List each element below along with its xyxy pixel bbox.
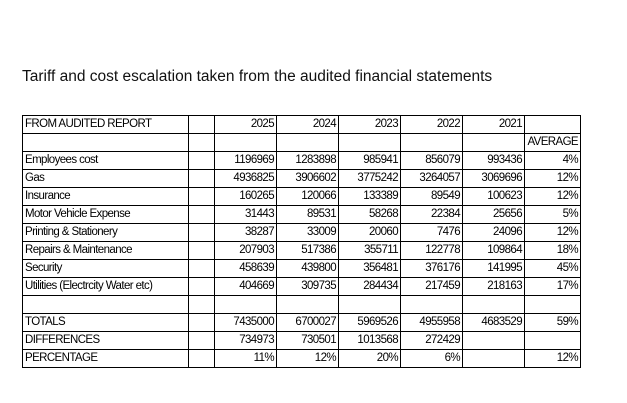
- value-cell: 120066: [277, 188, 339, 206]
- value-cell: 31443: [215, 206, 277, 224]
- spacer-cell: [189, 332, 215, 350]
- empty-cell: [339, 134, 401, 152]
- value-cell: 89549: [401, 188, 463, 206]
- year-header-cell: 2024: [277, 116, 339, 134]
- average-cell: 45%: [525, 260, 581, 278]
- empty-cell: [463, 134, 525, 152]
- value-cell: 734973: [215, 332, 277, 350]
- value-cell: 24096: [463, 224, 525, 242]
- empty-cell: [215, 134, 277, 152]
- spacer-cell: [189, 170, 215, 188]
- year-header-cell: 2021: [463, 116, 525, 134]
- empty-cell: [23, 134, 189, 152]
- empty-cell: [339, 296, 401, 314]
- year-header-cell: 2022: [401, 116, 463, 134]
- average-cell: 18%: [525, 242, 581, 260]
- differences-row: [23, 332, 581, 350]
- year-header-cell: 2025: [215, 116, 277, 134]
- empty-cell: [525, 296, 581, 314]
- value-cell: 4683529: [463, 314, 525, 332]
- value-cell: 6700027: [277, 314, 339, 332]
- empty-cell: [401, 134, 463, 152]
- header-row: [23, 116, 581, 134]
- value-cell: 1283898: [277, 152, 339, 170]
- value-cell: 7435000: [215, 314, 277, 332]
- average-cell: 59%: [525, 314, 581, 332]
- spacer-cell: [189, 134, 215, 152]
- spacer-cell: [189, 278, 215, 296]
- average-cell: 17%: [525, 278, 581, 296]
- value-cell: 217459: [401, 278, 463, 296]
- value-cell: 20%: [339, 350, 401, 368]
- table-body: [23, 116, 581, 368]
- header-label-cell: FROM AUDITED REPORT: [23, 116, 189, 134]
- value-cell: 4936825: [215, 170, 277, 188]
- cost-row: [23, 152, 581, 170]
- value-cell: 856079: [401, 152, 463, 170]
- average-cell: 4%: [525, 152, 581, 170]
- value-cell: 404669: [215, 278, 277, 296]
- row-label-cell: PERCENTAGE: [23, 350, 189, 368]
- cost-row: [23, 224, 581, 242]
- value-cell: 458639: [215, 260, 277, 278]
- value-cell: [463, 332, 525, 350]
- value-cell: [463, 350, 525, 368]
- row-label-cell: Repairs & Maintenance: [23, 242, 189, 260]
- value-cell: 272429: [401, 332, 463, 350]
- spacer-cell: [189, 260, 215, 278]
- row-label-cell: Employees cost: [23, 152, 189, 170]
- empty-cell: [23, 296, 189, 314]
- value-cell: 309735: [277, 278, 339, 296]
- spacer-cell: [189, 224, 215, 242]
- value-cell: 33009: [277, 224, 339, 242]
- spacer-cell: [189, 152, 215, 170]
- cost-row: [23, 170, 581, 188]
- row-label-cell: Motor Vehicle Expense: [23, 206, 189, 224]
- spacer-cell: [189, 206, 215, 224]
- value-cell: 284434: [339, 278, 401, 296]
- empty-cell: [215, 296, 277, 314]
- value-cell: 207903: [215, 242, 277, 260]
- year-header-cell: 2023: [339, 116, 401, 134]
- value-cell: 38287: [215, 224, 277, 242]
- value-cell: 141995: [463, 260, 525, 278]
- average-header-row: [23, 134, 581, 152]
- row-label-cell: Gas: [23, 170, 189, 188]
- document-title: Tariff and cost escalation taken from the audited financial statements: [22, 68, 493, 85]
- financial-table: [22, 115, 581, 368]
- value-cell: 89531: [277, 206, 339, 224]
- spacer-cell: [189, 242, 215, 260]
- value-cell: 439800: [277, 260, 339, 278]
- spacer-cell: [189, 314, 215, 332]
- value-cell: 993436: [463, 152, 525, 170]
- empty-cell: [277, 134, 339, 152]
- average-cell: 12%: [525, 188, 581, 206]
- value-cell: 20060: [339, 224, 401, 242]
- value-cell: 3069696: [463, 170, 525, 188]
- value-cell: 985941: [339, 152, 401, 170]
- value-cell: 376176: [401, 260, 463, 278]
- spacer-cell: [189, 116, 215, 134]
- value-cell: 100623: [463, 188, 525, 206]
- empty-cell: [277, 296, 339, 314]
- value-cell: 517386: [277, 242, 339, 260]
- value-cell: 3906602: [277, 170, 339, 188]
- cost-row: [23, 242, 581, 260]
- empty-cell: [525, 116, 581, 134]
- value-cell: 7476: [401, 224, 463, 242]
- row-label-cell: Printing & Stationery: [23, 224, 189, 242]
- row-label-cell: TOTALS: [23, 314, 189, 332]
- value-cell: 355711: [339, 242, 401, 260]
- row-label-cell: Utilities (Electrcity Water etc): [23, 278, 189, 296]
- value-cell: 11%: [215, 350, 277, 368]
- row-label-cell: Insurance: [23, 188, 189, 206]
- value-cell: 160265: [215, 188, 277, 206]
- average-cell: 12%: [525, 170, 581, 188]
- value-cell: 25656: [463, 206, 525, 224]
- spacer-cell: [189, 296, 215, 314]
- value-cell: 133389: [339, 188, 401, 206]
- row-label-cell: DIFFERENCES: [23, 332, 189, 350]
- average-cell: [525, 332, 581, 350]
- value-cell: 218163: [463, 278, 525, 296]
- empty-cell: [463, 296, 525, 314]
- value-cell: 12%: [277, 350, 339, 368]
- average-cell: 12%: [525, 350, 581, 368]
- average-cell: 12%: [525, 224, 581, 242]
- cost-row: [23, 260, 581, 278]
- empty-cell: [401, 296, 463, 314]
- totals-row: [23, 314, 581, 332]
- value-cell: 22384: [401, 206, 463, 224]
- blank-row: [23, 296, 581, 314]
- value-cell: 4955958: [401, 314, 463, 332]
- value-cell: 1196969: [215, 152, 277, 170]
- row-label-cell: Security: [23, 260, 189, 278]
- value-cell: 356481: [339, 260, 401, 278]
- spacer-cell: [189, 350, 215, 368]
- value-cell: 6%: [401, 350, 463, 368]
- value-cell: 109864: [463, 242, 525, 260]
- value-cell: 3264057: [401, 170, 463, 188]
- average-header-cell: AVERAGE: [525, 134, 581, 152]
- value-cell: 122778: [401, 242, 463, 260]
- cost-row: [23, 206, 581, 224]
- value-cell: 1013568: [339, 332, 401, 350]
- value-cell: 5969526: [339, 314, 401, 332]
- value-cell: 58268: [339, 206, 401, 224]
- average-cell: 5%: [525, 206, 581, 224]
- percentage-row: [23, 350, 581, 368]
- spacer-cell: [189, 188, 215, 206]
- cost-row: [23, 188, 581, 206]
- value-cell: 730501: [277, 332, 339, 350]
- value-cell: 3775242: [339, 170, 401, 188]
- cost-row: [23, 278, 581, 296]
